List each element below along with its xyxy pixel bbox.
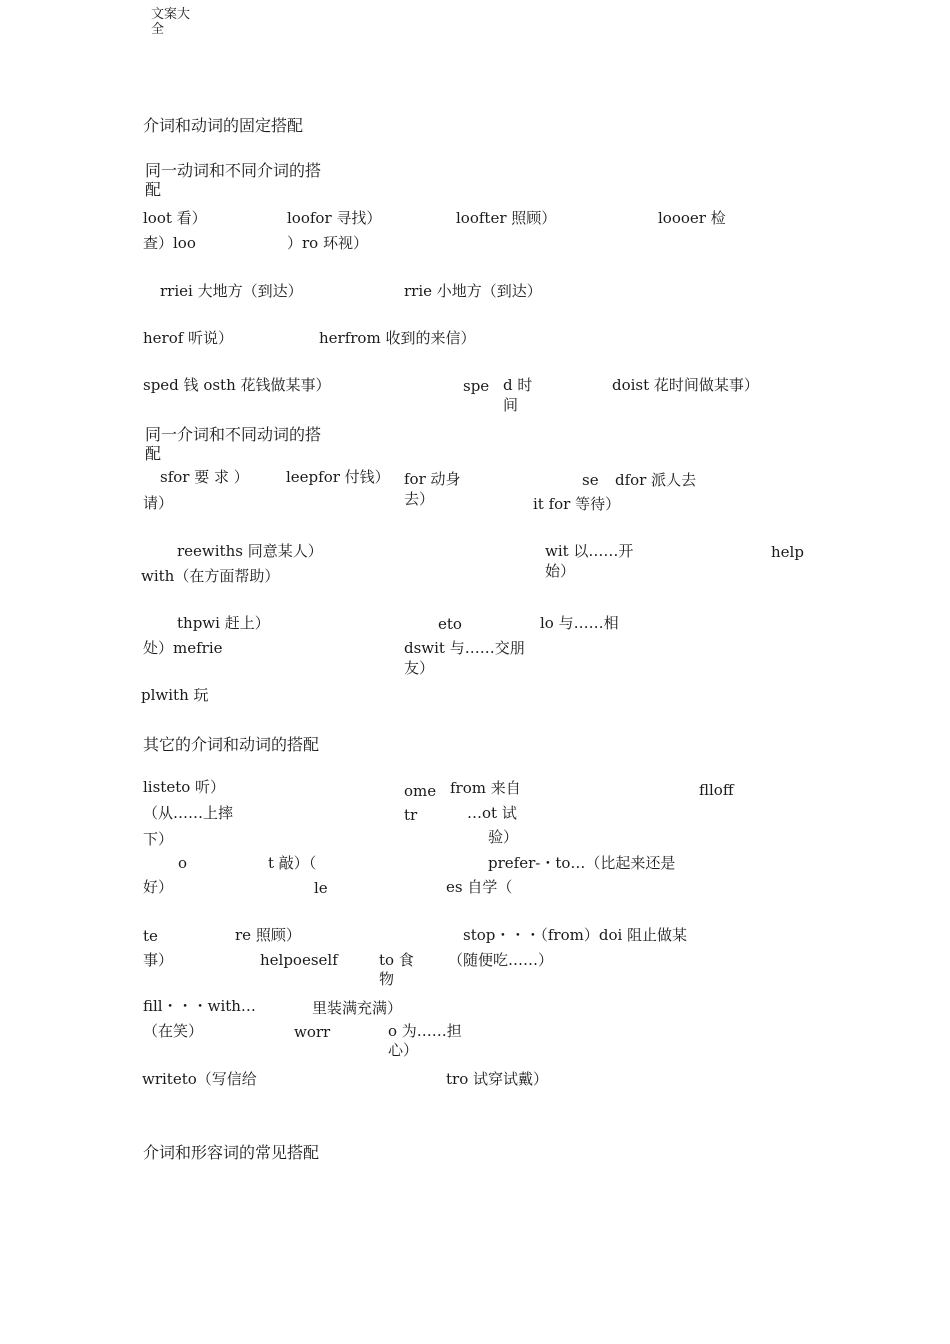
text-line: 下） [143,830,174,848]
text-line: o [178,854,188,872]
text-line: te [143,927,158,945]
text-line: herfrom 收到的来信） [319,329,476,347]
text-line: 去） [404,490,435,508]
text-line: flloff [699,781,734,799]
text-line: it for 等待） [533,495,621,513]
text-line: loofor 寻找） [287,209,382,227]
text-line: thpwi 赶上） [177,614,270,632]
section-heading: 配 [145,180,162,199]
text-line: …ot 试 [467,804,517,822]
text-line: loooer 检 [658,209,726,227]
text-line: ）ro 环视） [287,234,368,252]
text-line: 验） [488,828,519,846]
text-line: eto [438,615,462,633]
text-line: for 动身 [404,470,461,488]
text-line: 始） [545,562,576,580]
text-line: spe [463,377,490,395]
text-line: t 敲）（ [268,854,317,872]
text-line: 里装满充满） [312,999,403,1017]
text-line: rriei 大地方（到达） [160,282,303,300]
text-line: listeto 听） [143,778,226,796]
text-line: herof 听说） [143,329,234,347]
text-line: es 自学（ [446,878,513,896]
section-heading: 同一介词和不同动词的搭 [145,425,322,444]
text-line: with（在方面帮助） [141,567,280,585]
text-line: doist 花时间做某事） [612,376,759,394]
text-line: rrie 小地方（到达） [404,282,542,300]
text-line: loot 看） [143,209,207,227]
text-line: se [582,471,599,489]
text-line: leepfor 付钱） [286,468,390,486]
header-text: 全 [151,22,165,37]
text-line: prefer-・to…（比起来还是 [488,854,676,872]
section-heading: 同一动词和不同介词的搭 [145,161,322,180]
text-line: plwith 玩 [141,686,209,704]
text-line: worr [294,1023,331,1041]
text-line: o 为……担 [388,1022,462,1040]
text-line: sped 钱 osth 花钱做某事） [143,376,331,394]
text-line: dfor 派人去 [615,471,697,489]
text-line: （从……上摔 [143,804,234,822]
text-line: to 食 [379,951,414,969]
text-line: le [314,879,328,897]
section-heading: 配 [145,444,162,463]
text-line: wit 以……开 [545,542,634,560]
text-line: 处）mefrie [143,639,223,657]
text-line: 友） [404,659,435,677]
text-line: reewiths 同意某人） [177,542,323,560]
text-line: （随便吃……） [448,951,554,969]
text-line: loofter 照顾） [456,209,557,227]
text-line: from 来自 [450,779,521,797]
text-line: writeto（写信给 [142,1070,257,1088]
text-line: 事） [143,951,174,969]
text-line: 间 [503,396,519,414]
text-line: 好） [143,878,174,896]
header-text: 文案大 [151,7,191,22]
text-line: ome [404,782,437,800]
text-line: 心） [388,1041,419,1059]
text-line: fill・・・with… [143,997,256,1015]
text-line: dswit 与……交朋 [404,639,525,657]
text-line: 查）loo [143,234,196,252]
text-line: helpoeself [260,951,338,969]
text-line: （在笑） [143,1022,204,1040]
text-line: 物 [379,970,395,988]
text-line: 请） [143,494,174,512]
text-line: sfor 要 求 ） [160,468,249,486]
text-line: d 时 [503,376,533,394]
text-line: stop・・・（from）doi 阻止做某 [463,926,688,944]
text-line: tr [404,806,418,824]
section-heading: 介词和动词的固定搭配 [143,116,304,135]
section-heading: 其它的介词和动词的搭配 [143,735,320,754]
text-line: lo 与……相 [540,614,619,632]
section-heading: 介词和形容词的常见搭配 [143,1143,320,1162]
text-line: tro 试穿试戴） [446,1070,548,1088]
text-line: re 照顾） [235,926,301,944]
text-line: help [771,543,804,561]
